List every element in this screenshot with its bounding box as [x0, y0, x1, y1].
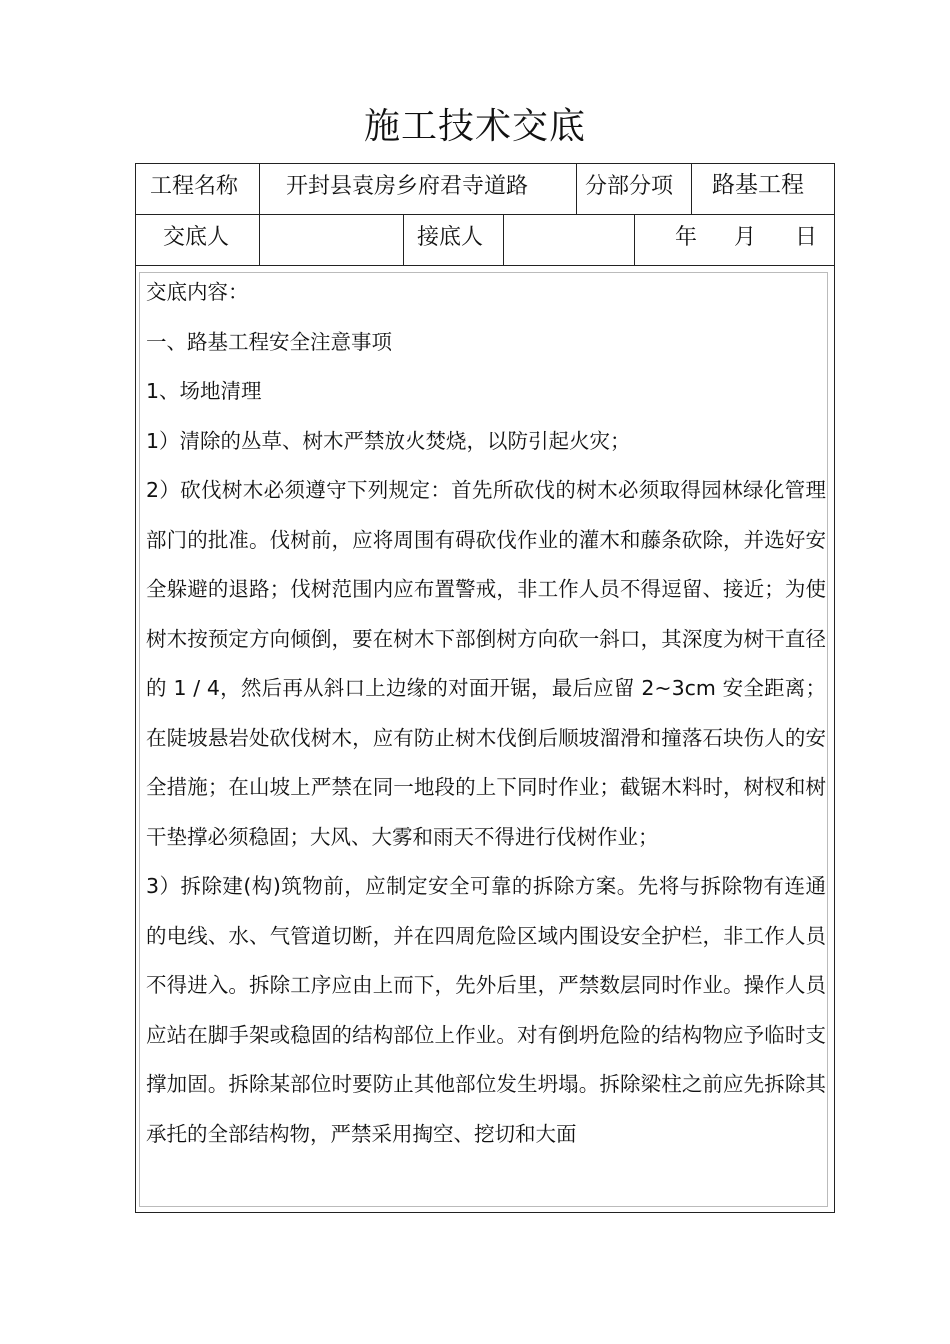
content-paragraph: 2）砍伐树木必须遵守下列规定：首先所砍伐的树木必须取得园林绿化管理部门的批准。伐树前，应将周围有碍砍伐作业的灌木和藤条砍除，并选好安全躲避的退路；伐树范围内应布置警戒，非工作人员不得逗留、接近；为使树木按预定方向倾倒，要在树木下部倒树方向砍一斜口，其深度为树干直径的 1 / 4，然后再从斜口上边缘的对面开锯，最后应留 2~3cm 安全距离；在陡坡悬岩处砍伐树木，应有防止树木伐倒后顺坡溜滑和撞落石块伤人的安全措施；在山坡上严禁在同一地段的上下同时作业；截锯木料时，树杈和树干垫撑必须稳固；大风、大雾和雨天不得进行伐树作业；	[146, 478, 826, 849]
project-name-value: 开封县袁房乡府君寺道路	[286, 174, 529, 199]
col-divider-r2-3	[503, 214, 504, 265]
content-paragraph: 1、场地清理	[146, 379, 262, 403]
date-day: 日	[795, 225, 818, 250]
col-divider-r1-1	[259, 164, 260, 214]
col-divider-r1-3	[691, 164, 692, 214]
discloser-label: 交底人	[163, 225, 230, 250]
date-year: 年	[675, 225, 698, 250]
col-divider-r1-2	[576, 164, 577, 214]
subsection-value: 路基工程	[712, 172, 804, 198]
content-paragraph: 1）清除的丛草、树木严禁放火焚烧，以防引起火灾；	[146, 428, 631, 453]
disclosure-content	[146, 268, 826, 1159]
receiver-label: 接底人	[417, 225, 484, 250]
subsection-label: 分部分项	[585, 174, 674, 199]
col-divider-r2-4	[634, 214, 635, 265]
content-heading: 交底内容：	[146, 280, 249, 304]
project-name-label: 工程名称	[150, 174, 239, 199]
content-paragraph: 一、路基工程安全注意事项	[146, 329, 392, 354]
content-paragraph: 3）拆除建(构)筑物前，应制定安全可靠的拆除方案。先将与拆除物有连通的电线、水、气管道切断，并在四周危险区域内围设安全护栏，非工作人员不得进入。拆除工序应由上而下，先外后里，严禁数层同时作业。操作人员应站在脚手架或稳固的结构部位上作业。对有倒坍危险的结构物应予临时支撑加固。拆除某部位时要防止其他部位发生坍塌。拆除梁柱之前应先拆除其承托的全部结构物，严禁采用掏空、挖切和大面	[146, 874, 826, 1146]
col-divider-r2-1	[259, 214, 260, 265]
document-title: 施工技术交底	[363, 106, 586, 147]
date-month: 月	[734, 225, 757, 250]
row-divider-2	[136, 265, 834, 266]
disclosure-form	[135, 163, 835, 1213]
col-divider-r2-2	[403, 214, 404, 265]
row-divider-1	[136, 214, 834, 215]
